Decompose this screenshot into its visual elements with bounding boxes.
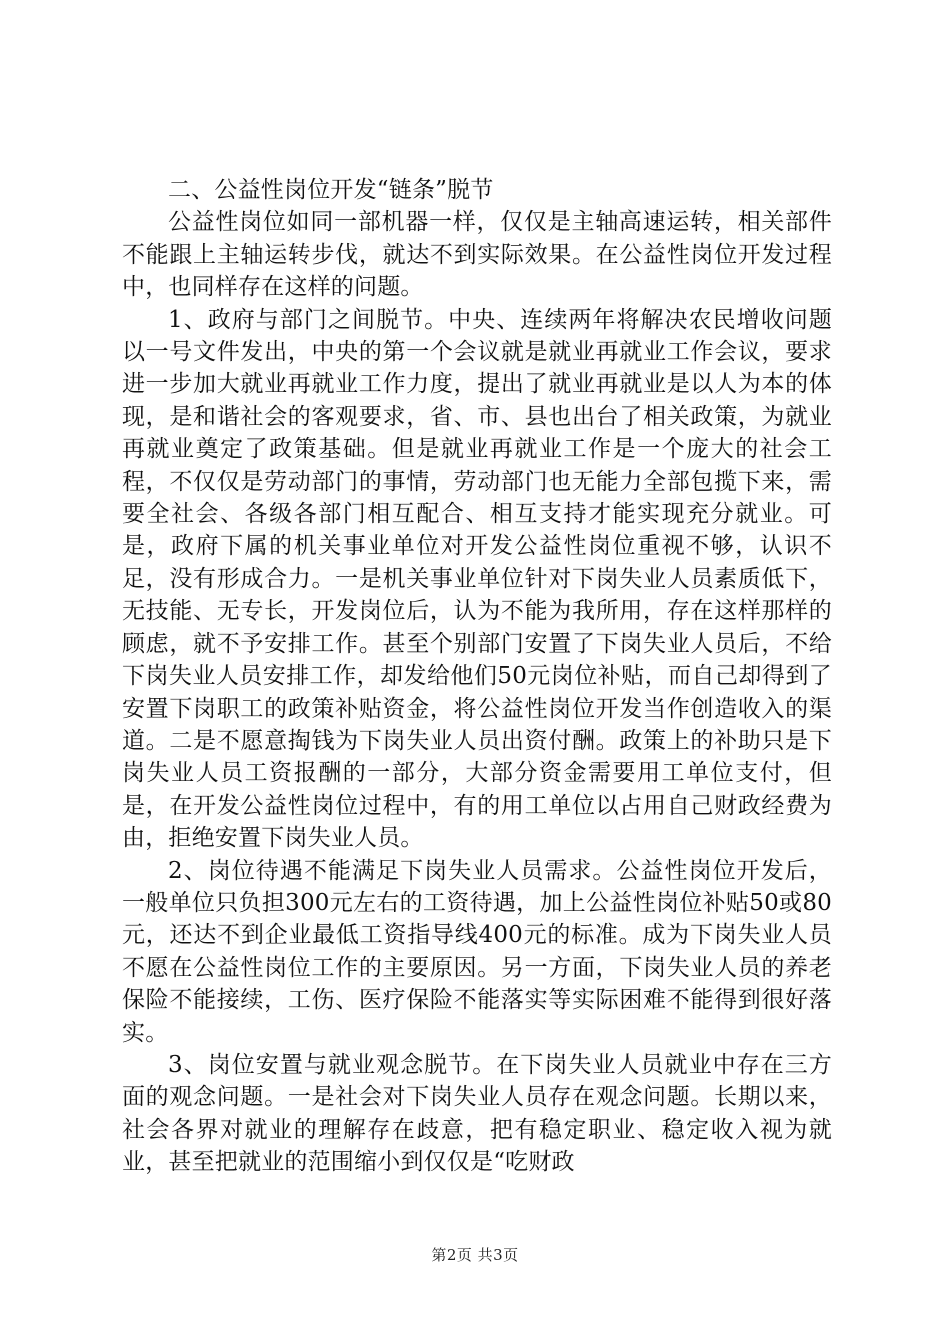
section-heading: 二、公益性岗位开发“链条”脱节 bbox=[168, 177, 494, 203]
document-body bbox=[122, 174, 832, 1179]
paragraph-point-2: 2、岗位待遇不能满足下岗失业人员需求。公益性岗位开发后，一般单位只负担300元左右的工资待遇，加上公益性岗位补贴50或80元，还达不到企业最低工资指导线400元的标准。成为下岗失业人员不愿在公益性岗位工作的主要原因。另一方面，下岗失业人员的养老保险不能接续，工伤、医疗保险不能落实等实际困难不能得到很好落实。 bbox=[122, 857, 832, 1046]
page-number-footer: 第2页 共3页 bbox=[431, 1246, 519, 1264]
paragraph-intro: 公益性岗位如同一部机器一样，仅仅是主轴高速运转，相关部件不能跟上主轴运转步伐，就达不到实际效果。在公益性岗位开发过程中，也同样存在这样的问题。 bbox=[122, 209, 832, 301]
paragraph-point-1: 1、政府与部门之间脱节。中央、连续两年将解决农民增收问题以一号文件发出，中央的第一个会议就是就业再就业工作会议，要求进一步加大就业再就业工作力度，提出了就业再就业是以人为本的体现，是和谐社会的客观要求，省、市、县也出台了相关政策，为就业再就业奠定了政策基础。但是就业再就业工作是一个庞大的社会工程，不仅仅是劳动部门的事情，劳动部门也无能力全部包揽下来，需要全社会、各级各部门相互配合、相互支持才能实现充分就业。可是，政府下属的机关事业单位对开发公益性岗位重视不够，认识不足，没有形成合力。一是机关事业单位针对下岗失业人员素质低下，无技能、无专长，开发岗位后，认为不能为我所用，存在这样那样的顾虑，就不予安排工作。甚至个别部门安置了下岗失业人员后，不给下岗失业人员安排工作，却发给他们50元岗位补贴，而自己却得到了安置下岗职工的政策补贴资金，将公益性岗位开发当作创造收入的渠道。二是不愿意掏钱为下岗失业人员出资付酬。政策上的补助只是下岗失业人员工资报酬的一部分，大部分资金需要用工单位支付，但是，在开发公益性岗位过程中，有的用工单位以占用自己财政经费为由，拒绝安置下岗失业人员。 bbox=[122, 306, 832, 852]
paragraph-point-3: 3、岗位安置与就业观念脱节。在下岗失业人员就业中存在三方面的观念问题。一是社会对下岗失业人员存在观念问题。长期以来，社会各界对就业的理解存在歧意，把有稳定职业、稳定收入视为就业，甚至把就业的范围缩小到仅仅是“吃财政 bbox=[122, 1051, 832, 1176]
